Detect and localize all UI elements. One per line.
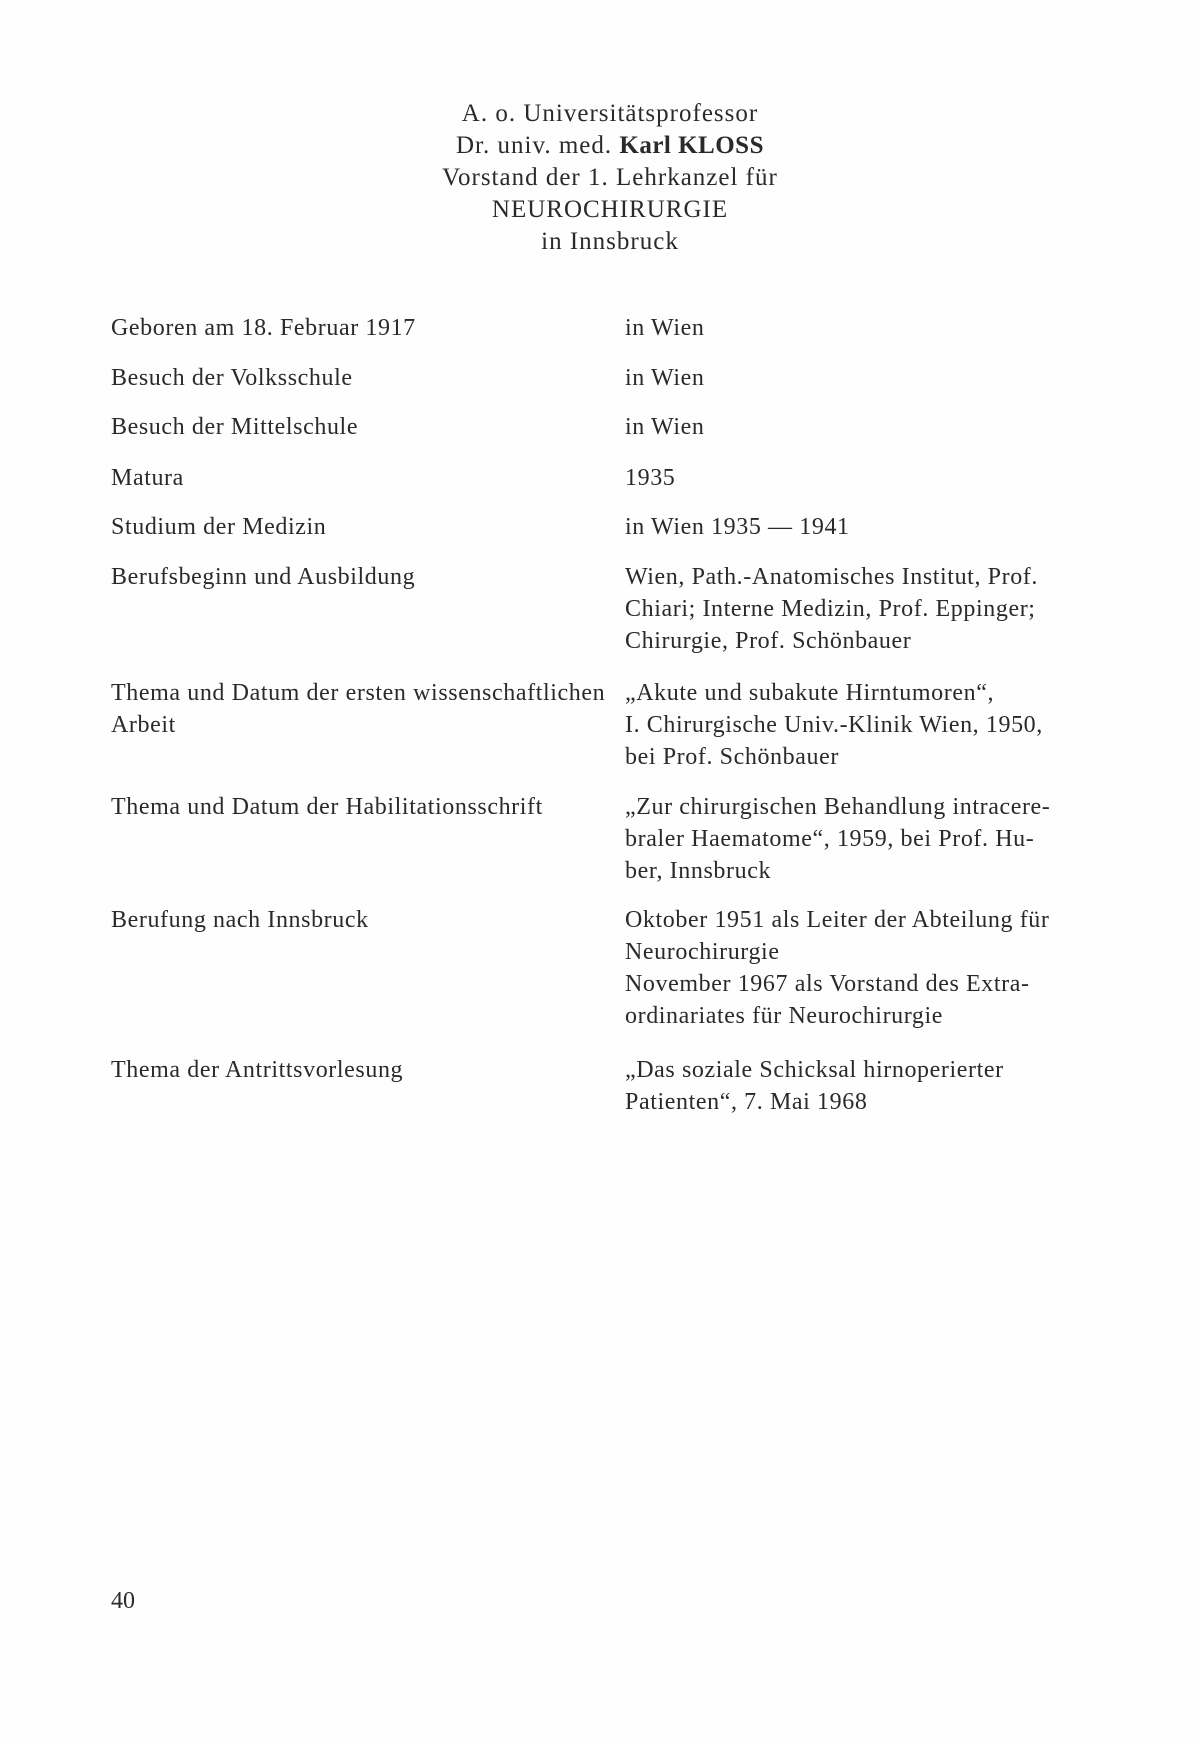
entry-label: Berufung nach Innsbruck <box>111 907 369 933</box>
entry-mittelschule <box>111 411 1111 462</box>
entry-berufsbeginn <box>111 561 1111 677</box>
entry-label: Thema und Datum der Habilitationsschrift <box>111 794 543 820</box>
entry-label: Besuch der Volksschule <box>111 365 353 391</box>
entry-label: Berufsbeginn und Ausbildung <box>111 564 416 590</box>
entry-label: Matura <box>111 465 184 491</box>
entry-label: Geboren am 18. Februar 1917 <box>111 315 416 341</box>
entry-value: „Das soziale Schicksal hirnoperierter Patienten“, 7. Mai 1968 <box>625 1057 1004 1115</box>
entry-antrittsvorlesung <box>111 1054 1111 1124</box>
entry-label: Thema der Antrittsvorlesung <box>111 1057 404 1083</box>
entry-erste-arbeit <box>111 677 1111 791</box>
entry-studium <box>111 511 1111 561</box>
academic-title: A. o. Universitätsprofessor <box>461 100 759 127</box>
location-line: in Innsbruck <box>541 228 679 255</box>
department-name: NEUROCHIRURGIE <box>491 196 729 223</box>
entry-label: Besuch der Mittelschule <box>111 414 359 440</box>
entry-value: Oktober 1951 als Leiter der Abteilung für Neurochirurgie November 1967 als Vorstand des Extra- ordinariates für Neurochirurgie <box>625 907 1050 1029</box>
position-line: Vorstand der 1. Lehrkanzel für <box>442 164 778 191</box>
entry-value: in Wien <box>625 414 705 440</box>
entry-berufung <box>111 904 1111 1054</box>
entry-value: in Wien 1935 — 1941 <box>625 514 850 540</box>
entry-label: Thema und Datum der ersten wissenschaftlichen Arbeit <box>111 680 606 738</box>
cv-entries <box>111 312 1111 1124</box>
entry-value: in Wien <box>625 315 705 341</box>
entry-matura <box>111 462 1111 511</box>
entry-habilitation <box>111 791 1111 904</box>
entry-value: 1935 <box>625 465 676 491</box>
entry-label: Studium der Medizin <box>111 514 327 540</box>
title-block <box>0 98 1196 258</box>
entry-value: in Wien <box>625 365 705 391</box>
entry-value: Wien, Path.-Anatomisches Institut, Prof. Chiari; Interne Medizin, Prof. Eppinger; Chirurgie, Prof. Schönbauer <box>625 564 1038 654</box>
entry-value: „Akute und subakute Hirntumoren“, I. Chirurgische Univ.-Klinik Wien, 1950, bei Prof. Schönbauer <box>625 680 1043 770</box>
person-name: Karl KLOSS <box>619 132 764 159</box>
entry-geboren <box>111 312 1111 362</box>
page-number: 40 <box>111 1588 135 1614</box>
degree: Dr. univ. med. <box>456 132 620 159</box>
entry-volksschule <box>111 362 1111 411</box>
entry-value: „Zur chirurgischen Behandlung intracere- braler Haematome“, 1959, bei Prof. Hu- ber, Innsbruck <box>625 794 1051 884</box>
name-line <box>0 130 1196 162</box>
